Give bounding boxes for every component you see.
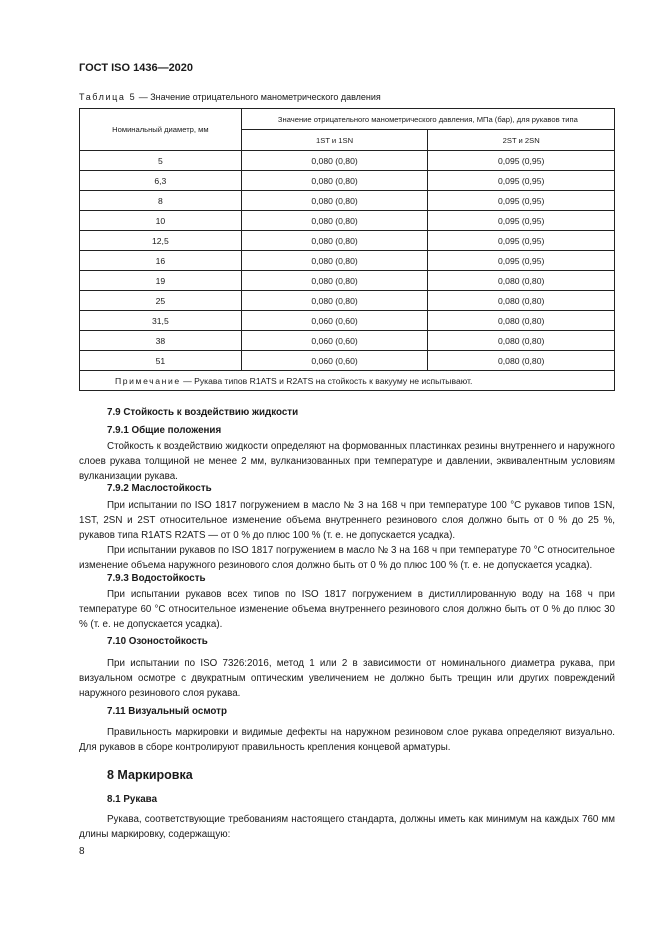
header-col-a: 1ST и 1SN xyxy=(241,130,428,151)
cell-b: 0,080 (0,80) xyxy=(428,351,615,371)
cell-diameter: 10 xyxy=(80,211,242,231)
cell-a: 0,060 (0,60) xyxy=(241,311,428,331)
cell-b: 0,095 (0,95) xyxy=(428,151,615,171)
paragraph: При испытании рукавов всех типов по ISO 1817 погружением в дистиллированную воду на 168 ч при температуре 60 °С относительное изменение объема внутреннего резинового слоя должно быть от 0 % до плюс 30 % (т. е. не допускается усадка). xyxy=(79,589,615,630)
section-8-title: 8 Маркировка xyxy=(107,768,193,782)
page-number: 8 xyxy=(79,846,85,857)
cell-diameter: 5 xyxy=(80,151,242,171)
table-caption xyxy=(79,92,381,102)
section-7-9-2-text xyxy=(79,498,615,573)
cell-b: 0,095 (0,95) xyxy=(428,251,615,271)
table-note-text: — Рукава типов R1ATS и R2ATS на стойкость к вакууму не испытывают. xyxy=(180,375,473,386)
cell-b: 0,080 (0,80) xyxy=(428,271,615,291)
cell-diameter: 8 xyxy=(80,191,242,211)
table-note-row xyxy=(80,371,615,391)
header-pressure-group: Значение отрицательного манометрического давления, МПа (бар), для рукавов типа xyxy=(241,109,614,130)
cell-a: 0,080 (0,80) xyxy=(241,231,428,251)
cell-a: 0,080 (0,80) xyxy=(241,211,428,231)
table-row xyxy=(80,311,615,331)
paragraph: При испытании по ISO 1817 погружением в масло № 3 на 168 ч при температуре 100 °С рукавов типов 1SN, 1ST, 2SN и 2ST относительное изменение объема внутреннего резинового слоя должно быть от 0 % до 25 %, рукавов типа R1ATS R2ATS — от 0 % до плюс 100 % (т. е. не допускается усадка). xyxy=(79,500,615,541)
table-row xyxy=(80,331,615,351)
table-caption-label: Таблица 5 xyxy=(79,92,137,102)
cell-a: 0,080 (0,80) xyxy=(241,251,428,271)
paragraph: При испытании рукавов по ISO 1817 погружением в масло № 3 на 168 ч при температуре 70 °С относительное изменение объема наружного резинового слоя должно быть от 0 % до плюс 100 % (т. е. не допускается усадка). xyxy=(79,545,615,571)
table-row xyxy=(80,231,615,251)
cell-diameter: 19 xyxy=(80,271,242,291)
section-8-1-title: 8.1 Рукава xyxy=(107,794,158,805)
cell-a: 0,080 (0,80) xyxy=(241,191,428,211)
section-7-10-title: 7.10 Озоностойкость xyxy=(107,636,208,647)
section-7-11-text xyxy=(79,725,615,755)
cell-a: 0,060 (0,60) xyxy=(241,351,428,371)
cell-b: 0,080 (0,80) xyxy=(428,331,615,351)
cell-a: 0,080 (0,80) xyxy=(241,151,428,171)
table-row xyxy=(80,151,615,171)
table-row xyxy=(80,291,615,311)
section-7-9-3-title: 7.9.3 Водостойкость xyxy=(107,573,206,584)
cell-b: 0,095 (0,95) xyxy=(428,171,615,191)
table-row xyxy=(80,211,615,231)
section-7-11-title: 7.11 Визуальный осмотр xyxy=(107,706,227,717)
cell-a: 0,080 (0,80) xyxy=(241,171,428,191)
table-note xyxy=(80,371,615,391)
header-col-b: 2ST и 2SN xyxy=(428,130,615,151)
section-7-9-title: 7.9 Стойкость к воздействию жидкости xyxy=(107,407,299,418)
section-8-1-text xyxy=(79,812,615,842)
table-row xyxy=(80,191,615,211)
table-row xyxy=(80,351,615,371)
paragraph: Правильность маркировки и видимые дефекты на наружном резиновом слое рукава определяют визуально. Для рукавов в сборе контролируют правильность крепления концевой арматуры. xyxy=(79,727,615,753)
cell-diameter: 12,5 xyxy=(80,231,242,251)
section-7-9-3-text xyxy=(79,587,615,632)
cell-diameter: 31,5 xyxy=(80,311,242,331)
cell-b: 0,080 (0,80) xyxy=(428,311,615,331)
cell-a: 0,080 (0,80) xyxy=(241,271,428,291)
cell-b: 0,095 (0,95) xyxy=(428,211,615,231)
cell-diameter: 38 xyxy=(80,331,242,351)
table-header-row xyxy=(80,109,615,130)
cell-b: 0,080 (0,80) xyxy=(428,291,615,311)
cell-b: 0,095 (0,95) xyxy=(428,231,615,251)
section-7-9-2-title: 7.9.2 Маслостойкость xyxy=(107,483,212,494)
paragraph: Рукава, соответствующие требованиям настоящего стандарта, должны иметь как минимум на каждых 760 мм длины маркировку, содержащую: xyxy=(79,814,615,840)
pressure-table xyxy=(79,108,615,391)
table-row xyxy=(80,271,615,291)
cell-a: 0,060 (0,60) xyxy=(241,331,428,351)
cell-b: 0,095 (0,95) xyxy=(428,191,615,211)
cell-diameter: 25 xyxy=(80,291,242,311)
table-row xyxy=(80,171,615,191)
table-row xyxy=(80,251,615,271)
header-diameter: Номинальный диаметр, мм xyxy=(80,109,242,151)
section-7-9-1-title: 7.9.1 Общие положения xyxy=(107,425,222,436)
paragraph: При испытании по ISO 7326:2016, метод 1 или 2 в зависимости от номинального диаметра рукава, при визуальном осмотре с двукратным оптическим увеличением не должно быть трещин или других повреждений наружного резинового слоя рукава. xyxy=(79,658,615,699)
paragraph: Стойкость к воздействию жидкости определяют на формованных пластинках резины внутреннего и наружного слоев рукава толщиной не менее 2 мм, вулканизованных при температуре и давлении, эквивалентным условиям вулканизации рукава. xyxy=(79,441,615,482)
cell-a: 0,080 (0,80) xyxy=(241,291,428,311)
table-note-label: Примечание xyxy=(115,375,181,386)
cell-diameter: 16 xyxy=(80,251,242,271)
cell-diameter: 51 xyxy=(80,351,242,371)
table-caption-text: — Значение отрицательного манометрического давления xyxy=(136,92,381,102)
section-7-10-text xyxy=(79,656,615,701)
document-header: ГОСТ ISO 1436—2020 xyxy=(79,62,194,74)
cell-diameter: 6,3 xyxy=(80,171,242,191)
section-7-9-1-text xyxy=(79,439,615,484)
